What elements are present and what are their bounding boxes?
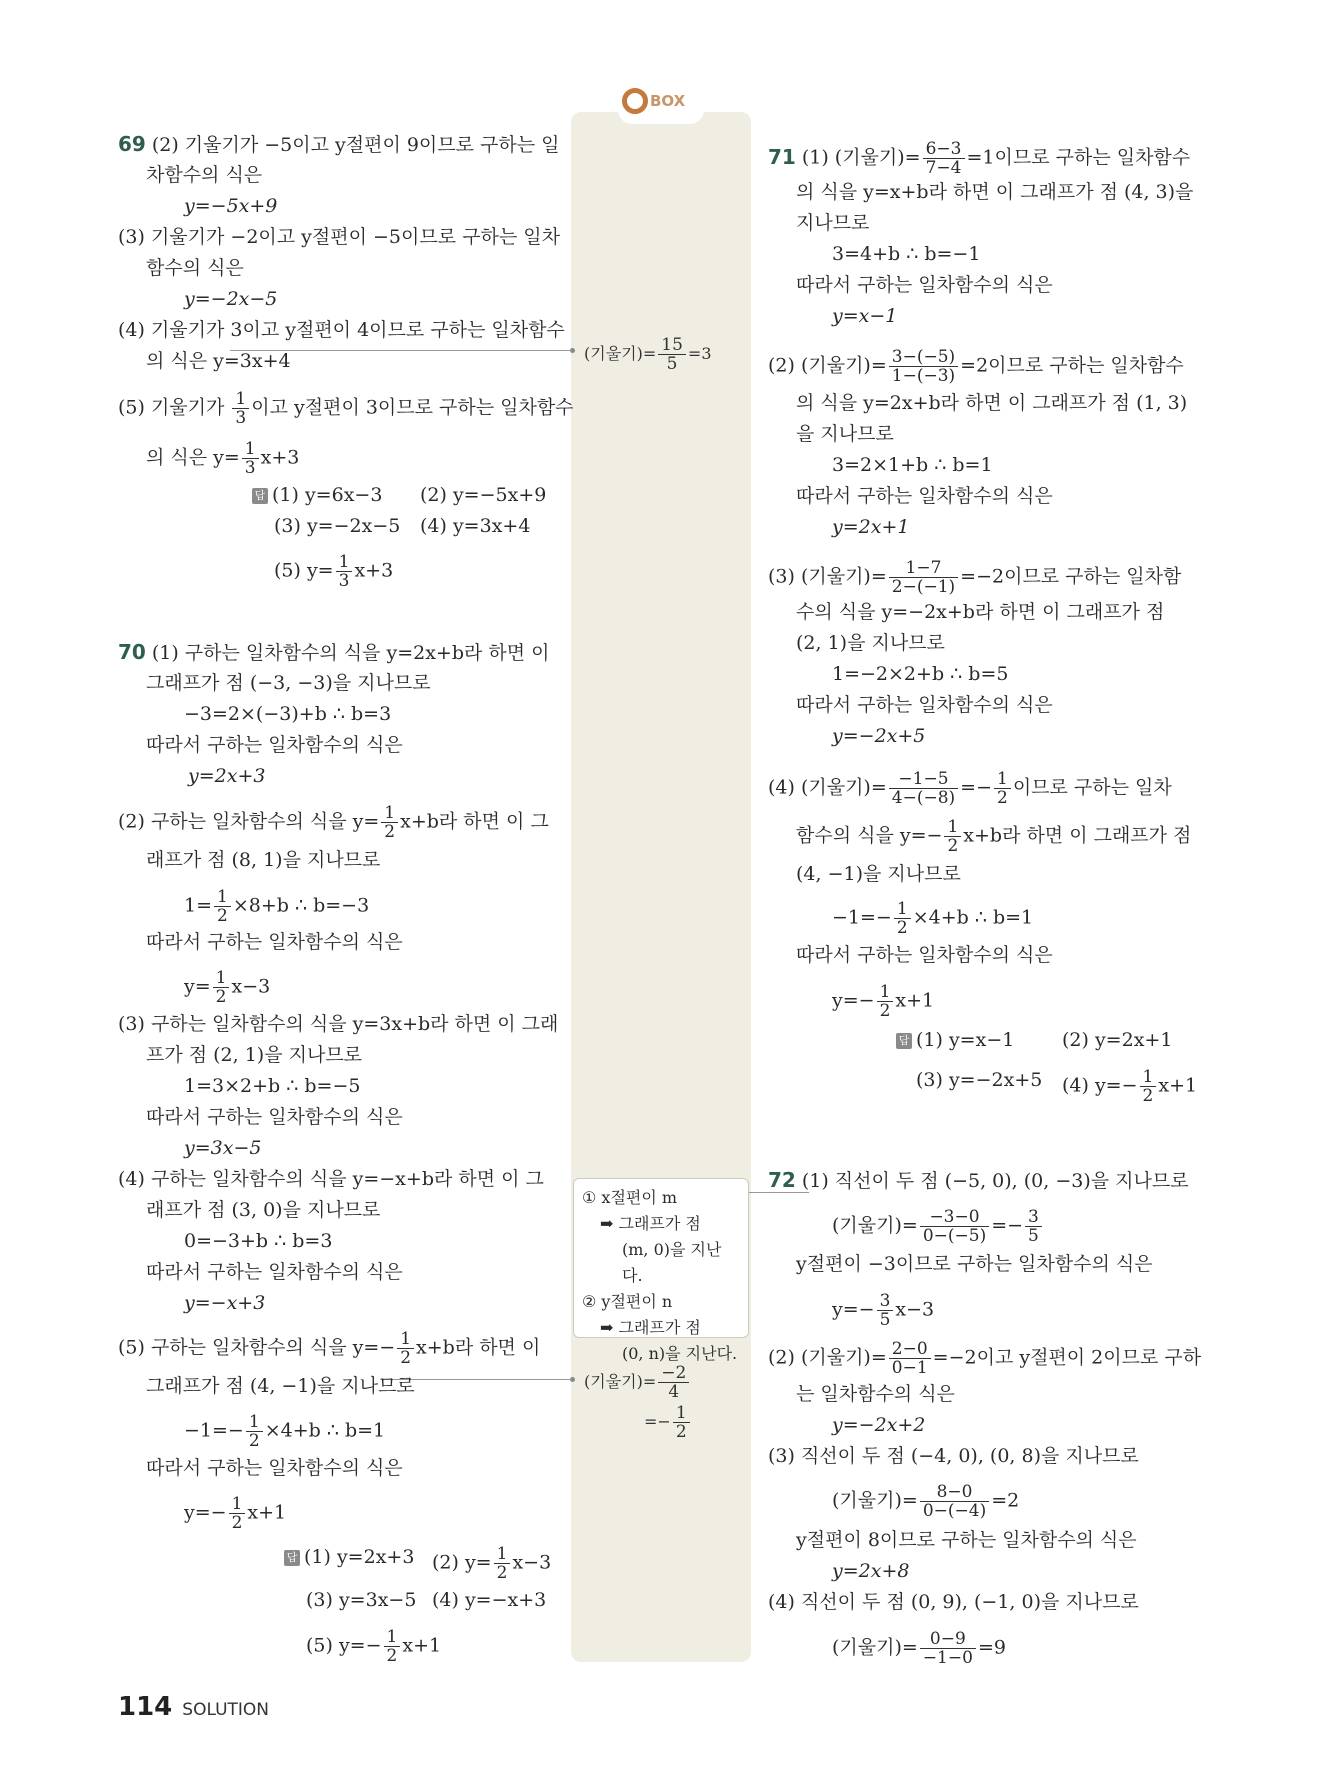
footer-label: SOLUTION — [182, 1700, 270, 1720]
slope-note-2: (기울기)= $\frac{-2}{4}$ — [584, 1364, 691, 1401]
answer-mark-icon: 답 — [252, 488, 268, 504]
slope-note-1: (기울기)= $\frac{15}{5}$ =3 — [584, 335, 712, 374]
page-number: 114 — [118, 1692, 173, 1722]
q-logo-icon — [622, 88, 648, 114]
answer-mark-icon: 답 — [896, 1033, 912, 1049]
answer-mark-icon: 답 — [284, 1550, 300, 1566]
answer-69: 답 (1) y=6x−3 — [252, 483, 382, 507]
qbox-logo: BOX — [622, 88, 685, 114]
answer-71: 답 (1) y=x−1 — [896, 1028, 1014, 1052]
slope-note-2-result: =− $\frac{1}{2}$ — [644, 1404, 692, 1441]
answer-70: 답 (1) y=2x+3 — [284, 1545, 414, 1569]
page-footer — [118, 1692, 269, 1722]
intercept-tip-box: ① x절편이 m ➡ 그래프가 점 (m, 0)을 지난다. ② y절편이 n ➡ 그래프가 점 (0, n)을 지난다. — [573, 1178, 749, 1338]
